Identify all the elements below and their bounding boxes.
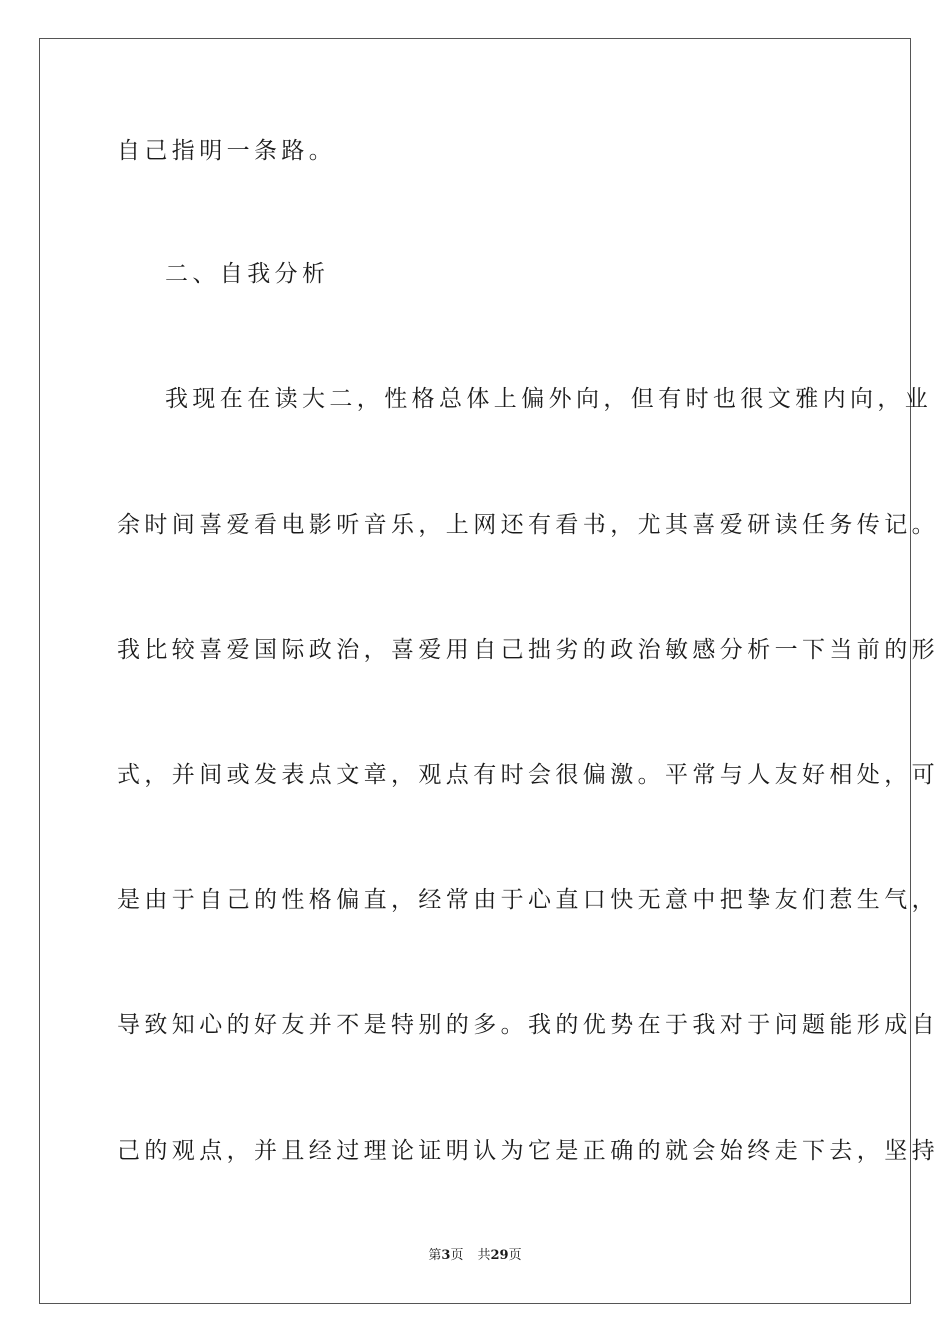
paragraph-line: 我现在在读大二，性格总体上偏外向，但有时也很文雅内向，业	[165, 386, 933, 412]
page-border	[39, 38, 911, 1304]
total-pages: 共29页	[477, 1248, 522, 1263]
section-heading: 二、自我分析	[165, 261, 330, 287]
paragraph-line: 余时间喜爱看电影听音乐，上网还有看书，尤其喜爱研读任务传记。	[117, 512, 939, 538]
paragraph-line: 己的观点，并且经过理论证明认为它是正确的就会始终走下去，坚持	[117, 1138, 939, 1164]
paragraph-line: 导致知心的好友并不是特别的多。我的优势在于我对于问题能形成自	[117, 1012, 939, 1038]
paragraph-line: 是由于自己的性格偏直，经常由于心直口快无意中把挚友们惹生气，	[117, 887, 939, 913]
page-footer	[0, 1247, 950, 1265]
paragraph-line: 我比较喜爱国际政治，喜爱用自己拙劣的政治敏感分析一下当前的形	[117, 637, 939, 663]
paragraph-line: 自己指明一条路。	[117, 138, 337, 164]
page-number: 第3页	[428, 1248, 464, 1263]
paragraph-line: 式，并间或发表点文章，观点有时会很偏激。平常与人友好相处，可	[117, 762, 939, 788]
